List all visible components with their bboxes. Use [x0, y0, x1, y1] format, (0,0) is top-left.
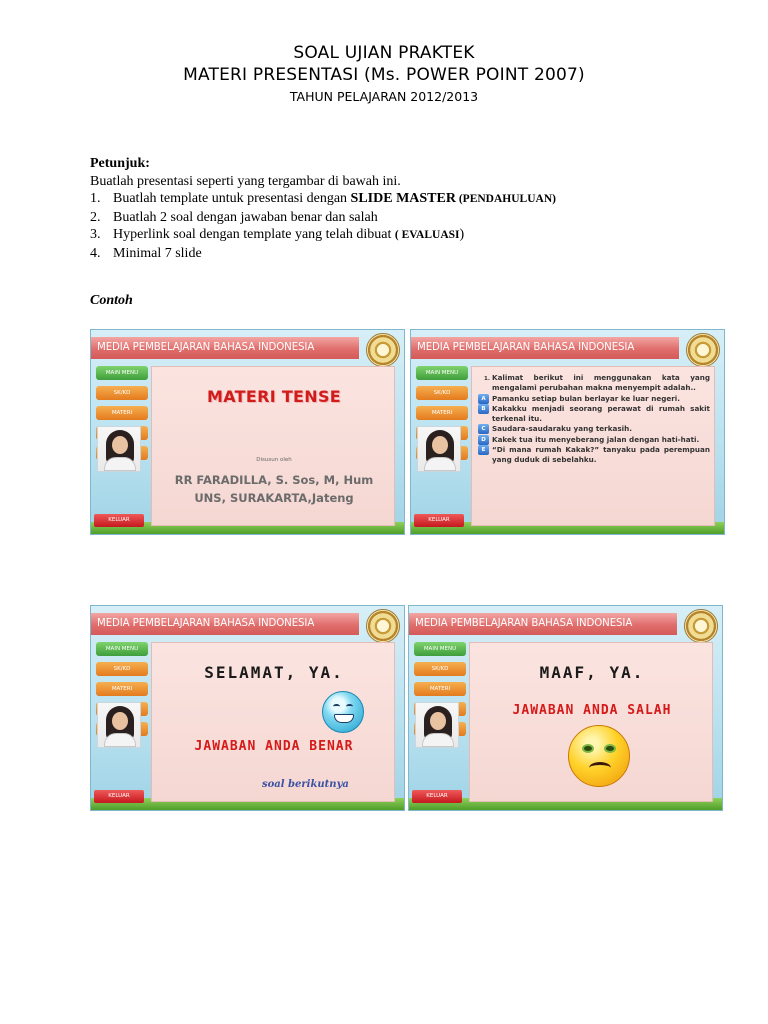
slide-content [469, 642, 713, 802]
university-emblem [686, 333, 720, 367]
apology-text: MAAF, YA. [539, 663, 645, 682]
option-badge[interactable]: C [478, 424, 489, 434]
menu-button-main-menu[interactable]: MAIN MENU [96, 642, 148, 656]
list-number: 3. [90, 227, 101, 243]
list-text: Buatlah template untuk presentasi dengan [113, 191, 351, 207]
author-info [152, 471, 396, 507]
author-photo [417, 426, 461, 472]
slide-question [410, 329, 725, 535]
option-text: Pamanku setiap bulan berlayar ke luar negeri. [492, 393, 680, 403]
menu-button-sk-kd[interactable]: SK/KD [96, 662, 148, 676]
menu-button-sk-kd[interactable]: SK/KD [96, 386, 148, 400]
list-text: Hyperlink soal dengan template yang telah dibuat [113, 227, 395, 243]
example-label: Contoh [90, 293, 133, 308]
list-number: 1. [90, 191, 101, 207]
menu-button-materi[interactable]: MATERI [96, 406, 148, 420]
exit-button[interactable]: KELUAR [94, 514, 144, 527]
list-extra-text: ( EVALUASI [394, 229, 460, 242]
by-label: Disusun oleh [256, 457, 292, 463]
university-emblem [366, 333, 400, 367]
author-photo [97, 426, 141, 472]
list-number: 2. [90, 209, 101, 225]
list-item [90, 226, 710, 245]
list-item [90, 245, 710, 263]
author-name: RR FARADILLA, S. Sos, M, Hum [174, 473, 374, 487]
menu-button-sk-kd[interactable]: SK/KD [416, 386, 468, 400]
list-text: Minimal 7 slide [113, 245, 202, 261]
menu-button-main-menu[interactable]: MAIN MENU [414, 642, 466, 656]
author-institution: UNS, SURAKARTA,Jateng [194, 491, 354, 505]
instructions-heading: Petunjuk: [90, 156, 150, 171]
list-bold-text: SLIDE MASTER [350, 191, 456, 207]
slide-banner: MEDIA PEMBELAJARAN BAHASA INDONESIA [91, 337, 359, 359]
option-text: Kakek tua itu menyeberang jalan dengan hati-hati. [492, 434, 700, 444]
menu-button-materi[interactable]: MATERI [414, 682, 466, 696]
slide-wrong-answer [408, 605, 723, 811]
slide-content [471, 366, 715, 526]
smiley-face-icon [322, 691, 364, 733]
answer-option-a[interactable] [478, 394, 710, 404]
menu-button-materi[interactable]: MATERI [416, 406, 468, 420]
option-badge[interactable]: D [478, 435, 489, 445]
slide-content [151, 366, 395, 526]
answer-option-b[interactable] [478, 404, 710, 425]
slide-banner: MEDIA PEMBELAJARAN BAHASA INDONESIA [411, 337, 679, 359]
instructions-list [90, 190, 710, 262]
answer-option-d[interactable] [478, 435, 710, 445]
answer-option-e[interactable] [478, 445, 710, 466]
question-number: 1. [484, 376, 490, 382]
exit-button[interactable]: KELUAR [412, 790, 462, 803]
slide-banner: MEDIA PEMBELAJARAN BAHASA INDONESIA [91, 613, 359, 635]
author-photo [415, 702, 459, 748]
option-badge[interactable]: B [478, 404, 489, 414]
slide-correct-answer [90, 605, 405, 811]
result-text: JAWABAN ANDA BENAR [194, 739, 354, 754]
materi-title: MATERI TENSE [206, 387, 342, 406]
answer-option-c[interactable] [478, 424, 710, 434]
title-line-2: MATERI PRESENTASI (Ms. POWER POINT 2007) [183, 65, 585, 85]
author-photo [97, 702, 141, 748]
title-line-1: SOAL UJIAN PRAKTEK [293, 43, 475, 63]
slide-banner: MEDIA PEMBELAJARAN BAHASA INDONESIA [409, 613, 677, 635]
option-text: “Di mana rumah Kakak?” tanyaku pada perempuan yang duduk di sebelahku. [492, 445, 710, 465]
list-tail-text: ) [459, 227, 465, 243]
university-emblem [366, 609, 400, 643]
menu-button-sk-kd[interactable]: SK/KD [414, 662, 466, 676]
list-extra-text: (PENDAHULUAN) [455, 193, 556, 206]
option-text: Saudara-saudaraku yang terkasih. [492, 424, 632, 434]
list-item [90, 209, 710, 227]
title-line-3: TAHUN PELAJARAN 2012/2013 [289, 89, 479, 104]
university-emblem [684, 609, 718, 643]
menu-button-main-menu[interactable]: MAIN MENU [416, 366, 468, 380]
slide-materi [90, 329, 405, 535]
sad-face-icon [568, 725, 630, 787]
option-badge[interactable]: E [478, 445, 489, 455]
result-text: JAWABAN ANDA SALAH [512, 703, 672, 718]
list-item [90, 190, 710, 209]
list-number: 4. [90, 245, 101, 261]
document-title [0, 42, 768, 106]
exit-button[interactable]: KELUAR [94, 790, 144, 803]
menu-button-materi[interactable]: MATERI [96, 682, 148, 696]
congrats-text: SELAMAT, YA. [204, 663, 344, 682]
question-text: Kalimat berikut ini menggunakan kata yang mengalami perubahan makna menyempit adalah.. [492, 373, 710, 393]
slide-content [151, 642, 395, 802]
option-text: Kakakku menjadi seorang perawat di rumah sakit terkenal itu. [492, 403, 710, 424]
instructions [90, 155, 710, 263]
menu-button-main-menu[interactable]: MAIN MENU [96, 366, 148, 380]
option-badge[interactable]: A [478, 394, 489, 404]
exit-button[interactable]: KELUAR [414, 514, 464, 527]
next-question-link[interactable]: soal berikutnya [262, 779, 349, 790]
list-text: Buatlah 2 soal dengan jawaban benar dan salah [113, 209, 378, 225]
instructions-intro: Buatlah presentasi seperti yang tergambar di bawah ini. [90, 173, 401, 189]
question-block [478, 373, 710, 466]
